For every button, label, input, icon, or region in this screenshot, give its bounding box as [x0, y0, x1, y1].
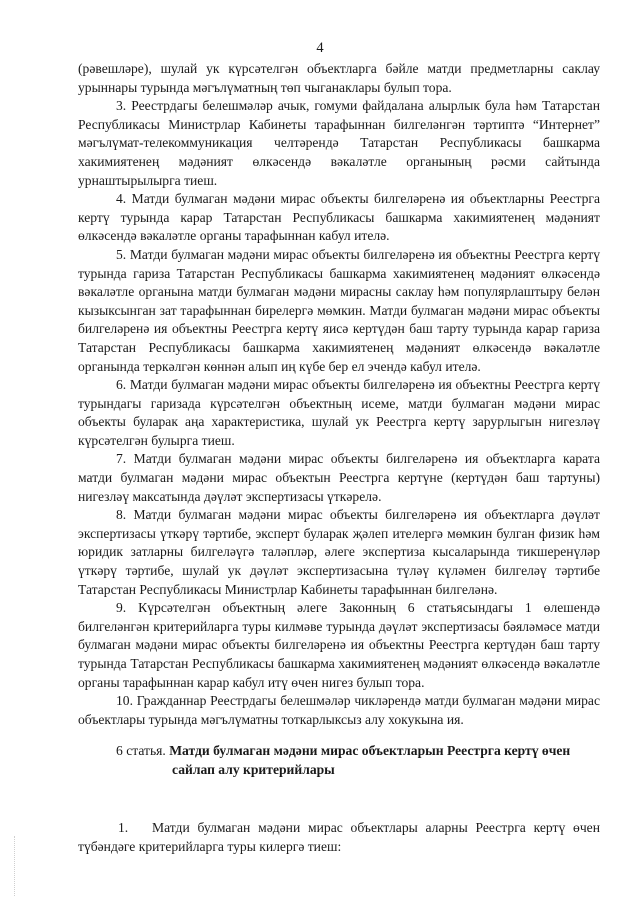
body-text — [78, 60, 600, 729]
paragraph-8: 8. Матди булмаган мәдәни мирас объекты билгеләренә ия объектларга дәүләт экспертизасы үткәрү тәртибе, эксперт буларак җәлеп ителергә мөмкин булган физик һәм юридик затларны билгеләүгә таләпләр, әлеге экспертиза кысаларында тикшеренүләр үткәрү тәртибе, шулай ук дәүләт экспертизасына түләү күләмен билгеләү тәртибе Татарстан Республикасы Министрлар Кабинеты тарафыннан билгеләнә. — [78, 507, 600, 597]
paragraph-continuation: (рәвешләре), шулай ук күрсәтелгән объектларга бәйле матди предметларны саклау урыннары турында мәгълүматның төп чыганаклары булып тора. — [78, 61, 600, 95]
paragraph-3: 3. Реестрдагы белешмәләр ачык, гомуми файдалана алырлык була һәм Татарстан Республикасы Министрлар Кабинеты тарафыннан билгеләнгән тәртиптә “Интернет” мәгълүмат-телекоммуникация челтәрендә Татарстан Республикасы башкарма хакимиятенең мәдәният өлкәсендә вәкаләтле органының рәсми сайтында урнаштырылырга тиеш. — [78, 98, 600, 188]
article-heading — [78, 741, 600, 779]
article-prefix: 6 статья. — [116, 743, 170, 758]
criteria-number: 1. — [118, 820, 129, 835]
criteria-item — [78, 818, 600, 856]
article-title-line1: Матди булмаган мәдәни мирас объектларын Реестрга кертү өчен — [169, 743, 571, 758]
page-number: 4 — [316, 40, 324, 56]
paragraph-6: 6. Матди булмаган мәдәни мирас объекты билгеләренә ия объектны Реестрга кертү турындагы гаризада күрсәтелгән объектның исеме, матди булмаган мәдәни мирас объекты буларак аңа характеристика, шулай ук Реестрга кертү зарурлыгын нигезләү күрсәтелгән булырга тиеш. — [78, 377, 600, 448]
paragraph-4: 4. Матди булмаган мәдәни мирас объекты билгеләренә ия объектларны Реестрга кертү турында карар Татарстан Республикасы башкарма хакимиятенең мәдәният өлкәсендә вәкаләтле органы тарафыннан кабул ителә. — [78, 191, 600, 244]
paragraph-7: 7. Матди булмаган мәдәни мирас объекты билгеләренә ия объектларга карата матди булмаган мәдәни мирас объектын Реестрга кертүне (кертүдән баш тартуны) нигезләү максатында дәүләт экспертизасы үткәрелә. — [78, 451, 600, 504]
criteria-text: Матди булмаган мәдәни мирас объектлары аларны Реестрга кертү өчен түбәндәге критерийларга туры килергә тиеш: — [78, 820, 600, 854]
paragraph-5: 5. Матди булмаган мәдәни мирас объекты билгеләренә ия объектны Реестрга кертү турында гариза Татарстан Республикасы башкарма хакимиятенең мәдәният өлкәсендә вәкаләтле органына матди булмаган мәдәни мирасны саклау һәм популярлаштыру белән кызыксынган зат тарафыннан бирелергә мөмкин. Матди булмаган мәдәни мирас объекты билгеләренә ия объектны Реестрга кертү яисә кертүдән баш тарту турында карар гариза Татарстан Республикасы башкарма хакимиятенең мәдәният өлкәсендә вәкаләтле органында теркәлгән көннән алып иң күбе бер ел эчендә кабул ителә. — [78, 246, 600, 374]
paragraph-10: 10. Гражданнар Реестрдагы белешмәләр чикләрендә матди булмаган мәдәни мирас объектлары турында мәгълүматны тоткарлыксыз алу хокукына ия. — [78, 693, 600, 727]
article-title-line2: сайлап алу критерийлары — [172, 762, 335, 777]
margin-mark — [14, 836, 17, 896]
paragraph-9: 9. Күрсәтелгән объектның әлеге Законның 6 статьясындагы 1 өлешендә билгеләнгән критерийларга туры килмәве турында дәүләт экспертизасы бәяләмәсе матди булмаган мәдәни мирас объекты билгеләренә ия объектны Реестрга кертүдән баш тарту турында Татарстан Республикасы башкарма хакимиятенең мәдәният өлкәсендә вәкаләтле органы тарафыннан карар кабул итү өчен нигез булып тора. — [78, 600, 600, 690]
